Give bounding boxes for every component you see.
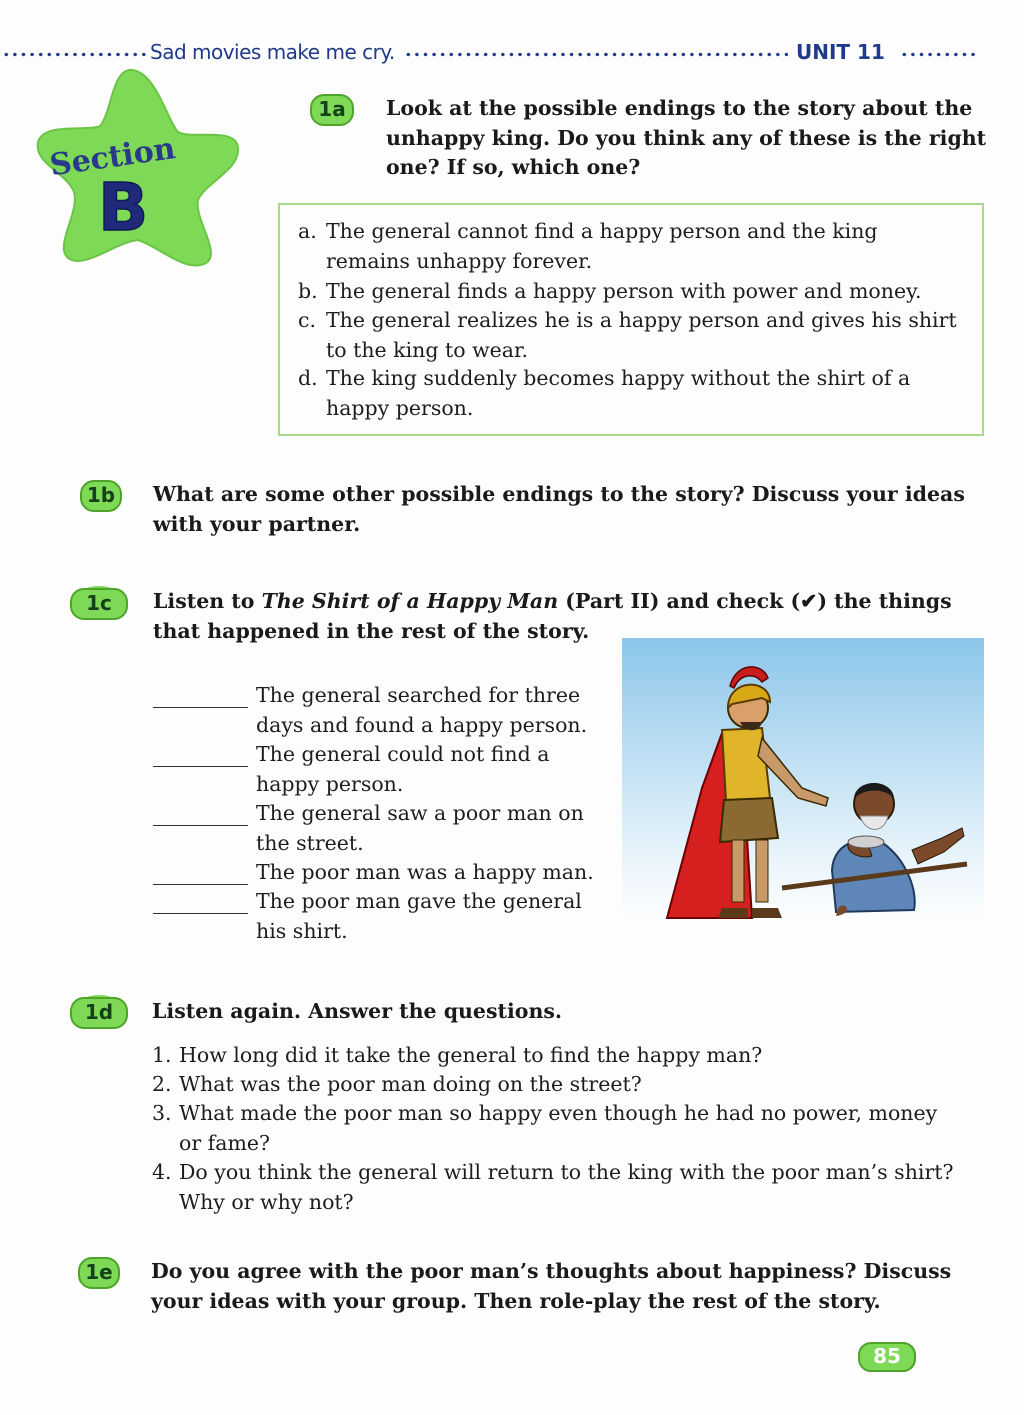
check-item-text: The poor man gave the general [256,889,582,913]
ending-c [298,306,957,365]
ending-text: The general cannot find a happy person and the king [326,219,878,243]
check-item-text: The general saw a poor man on [256,801,584,825]
question-text: What was the poor man doing on the street? [179,1072,642,1096]
header-dots-left [2,52,148,57]
exercise-1e-instruction [151,1257,951,1316]
question-text: Do you think the general will return to the king with the poor man’s shirt? [179,1160,954,1184]
instruction-line: Look at the possible endings to the story about the [386,96,973,120]
exercise-1d-instruction: Listen again. Answer the questions. [152,999,563,1023]
check-blank-3[interactable] [153,825,248,826]
exercise-1e-badge: 1e [78,1257,120,1289]
check-item-4 [256,858,594,888]
check-blank-5[interactable] [153,913,248,914]
question-4 [152,1158,953,1217]
exercise-1c-badge: 1c [70,588,128,620]
instruction-text: (Part II) and check (✔) the things [558,589,952,613]
exercise-1a-badge: 1a [310,94,354,126]
check-item-text: The general searched for three [256,683,581,707]
check-item-text: days and found a happy person. [256,712,588,737]
question-number: 1. [152,1043,172,1067]
header-dots-right [900,52,976,57]
ending-text: to the king to wear. [326,337,529,362]
check-item-text: the street. [256,830,364,855]
question-text: What made the poor man so happy even though he had no power, money [179,1101,938,1125]
question-number: 2. [152,1072,172,1096]
ending-text: happy person. [326,395,474,420]
story-title: The Shirt of a Happy Man [261,589,559,613]
exercise-1d-badge: 1d [70,997,128,1029]
ending-text: The general finds a happy person with power and money. [326,279,922,303]
exercise-1b-instruction [153,480,965,539]
ending-letter: d. [298,366,318,390]
check-item-5 [256,887,582,946]
instruction-line: unhappy king. Do you think any of these is the right [386,125,987,150]
ending-letter: b. [298,279,318,303]
check-item-3 [256,799,584,858]
instruction-line: that happened in the rest of the story. [153,618,590,643]
question-number: 4. [152,1160,172,1184]
general-and-poor-man-illustration [622,638,984,928]
instruction-line: Do you agree with the poor man’s thoughts about happiness? Discuss [151,1259,952,1283]
instruction-line: What are some other possible endings to the story? Discuss your ideas [153,482,965,506]
check-blank-1[interactable] [153,707,248,708]
ending-text: remains unhappy forever. [326,248,593,273]
ending-d [298,364,910,423]
check-item-1 [256,681,587,740]
exercise-1b-badge: 1b [80,480,122,512]
question-text: Why or why not? [179,1189,354,1214]
section-star-badge [28,60,243,275]
check-item-text: happy person. [256,771,404,796]
unit-label: UNIT 11 [796,40,885,64]
question-2 [152,1070,642,1100]
section-letter: B [98,169,149,246]
header-dots-middle [404,52,788,57]
ending-text: The general realizes he is a happy person and gives his shirt [326,308,957,332]
check-item-2 [256,740,549,799]
ending-b [298,277,921,307]
ending-a [298,217,878,276]
ending-letter: c. [298,308,316,332]
question-text: How long did it take the general to find the happy man? [179,1043,763,1067]
exercise-1a-instruction [386,94,986,183]
ending-text: The king suddenly becomes happy without the shirt of a [326,366,911,390]
question-1 [152,1041,762,1071]
page-number: 85 [858,1342,916,1372]
check-item-text: his shirt. [256,918,348,943]
question-text: or fame? [179,1130,271,1155]
instruction-line: one? If so, which one? [386,155,641,179]
check-item-text: The general could not find a [256,742,550,766]
instruction-line: your ideas with your group. Then role-play the rest of the story. [151,1288,881,1313]
check-blank-2[interactable] [153,766,248,767]
question-3 [152,1099,937,1158]
check-blank-4[interactable] [153,884,248,885]
instruction-text: Listen to [153,589,262,613]
header-title: Sad movies make me cry. [150,40,395,64]
ending-letter: a. [298,219,317,243]
question-number: 3. [152,1101,172,1125]
section-label: Section [47,131,178,184]
check-item-text: The poor man was a happy man. [256,860,594,884]
instruction-line: with your partner. [153,511,361,536]
